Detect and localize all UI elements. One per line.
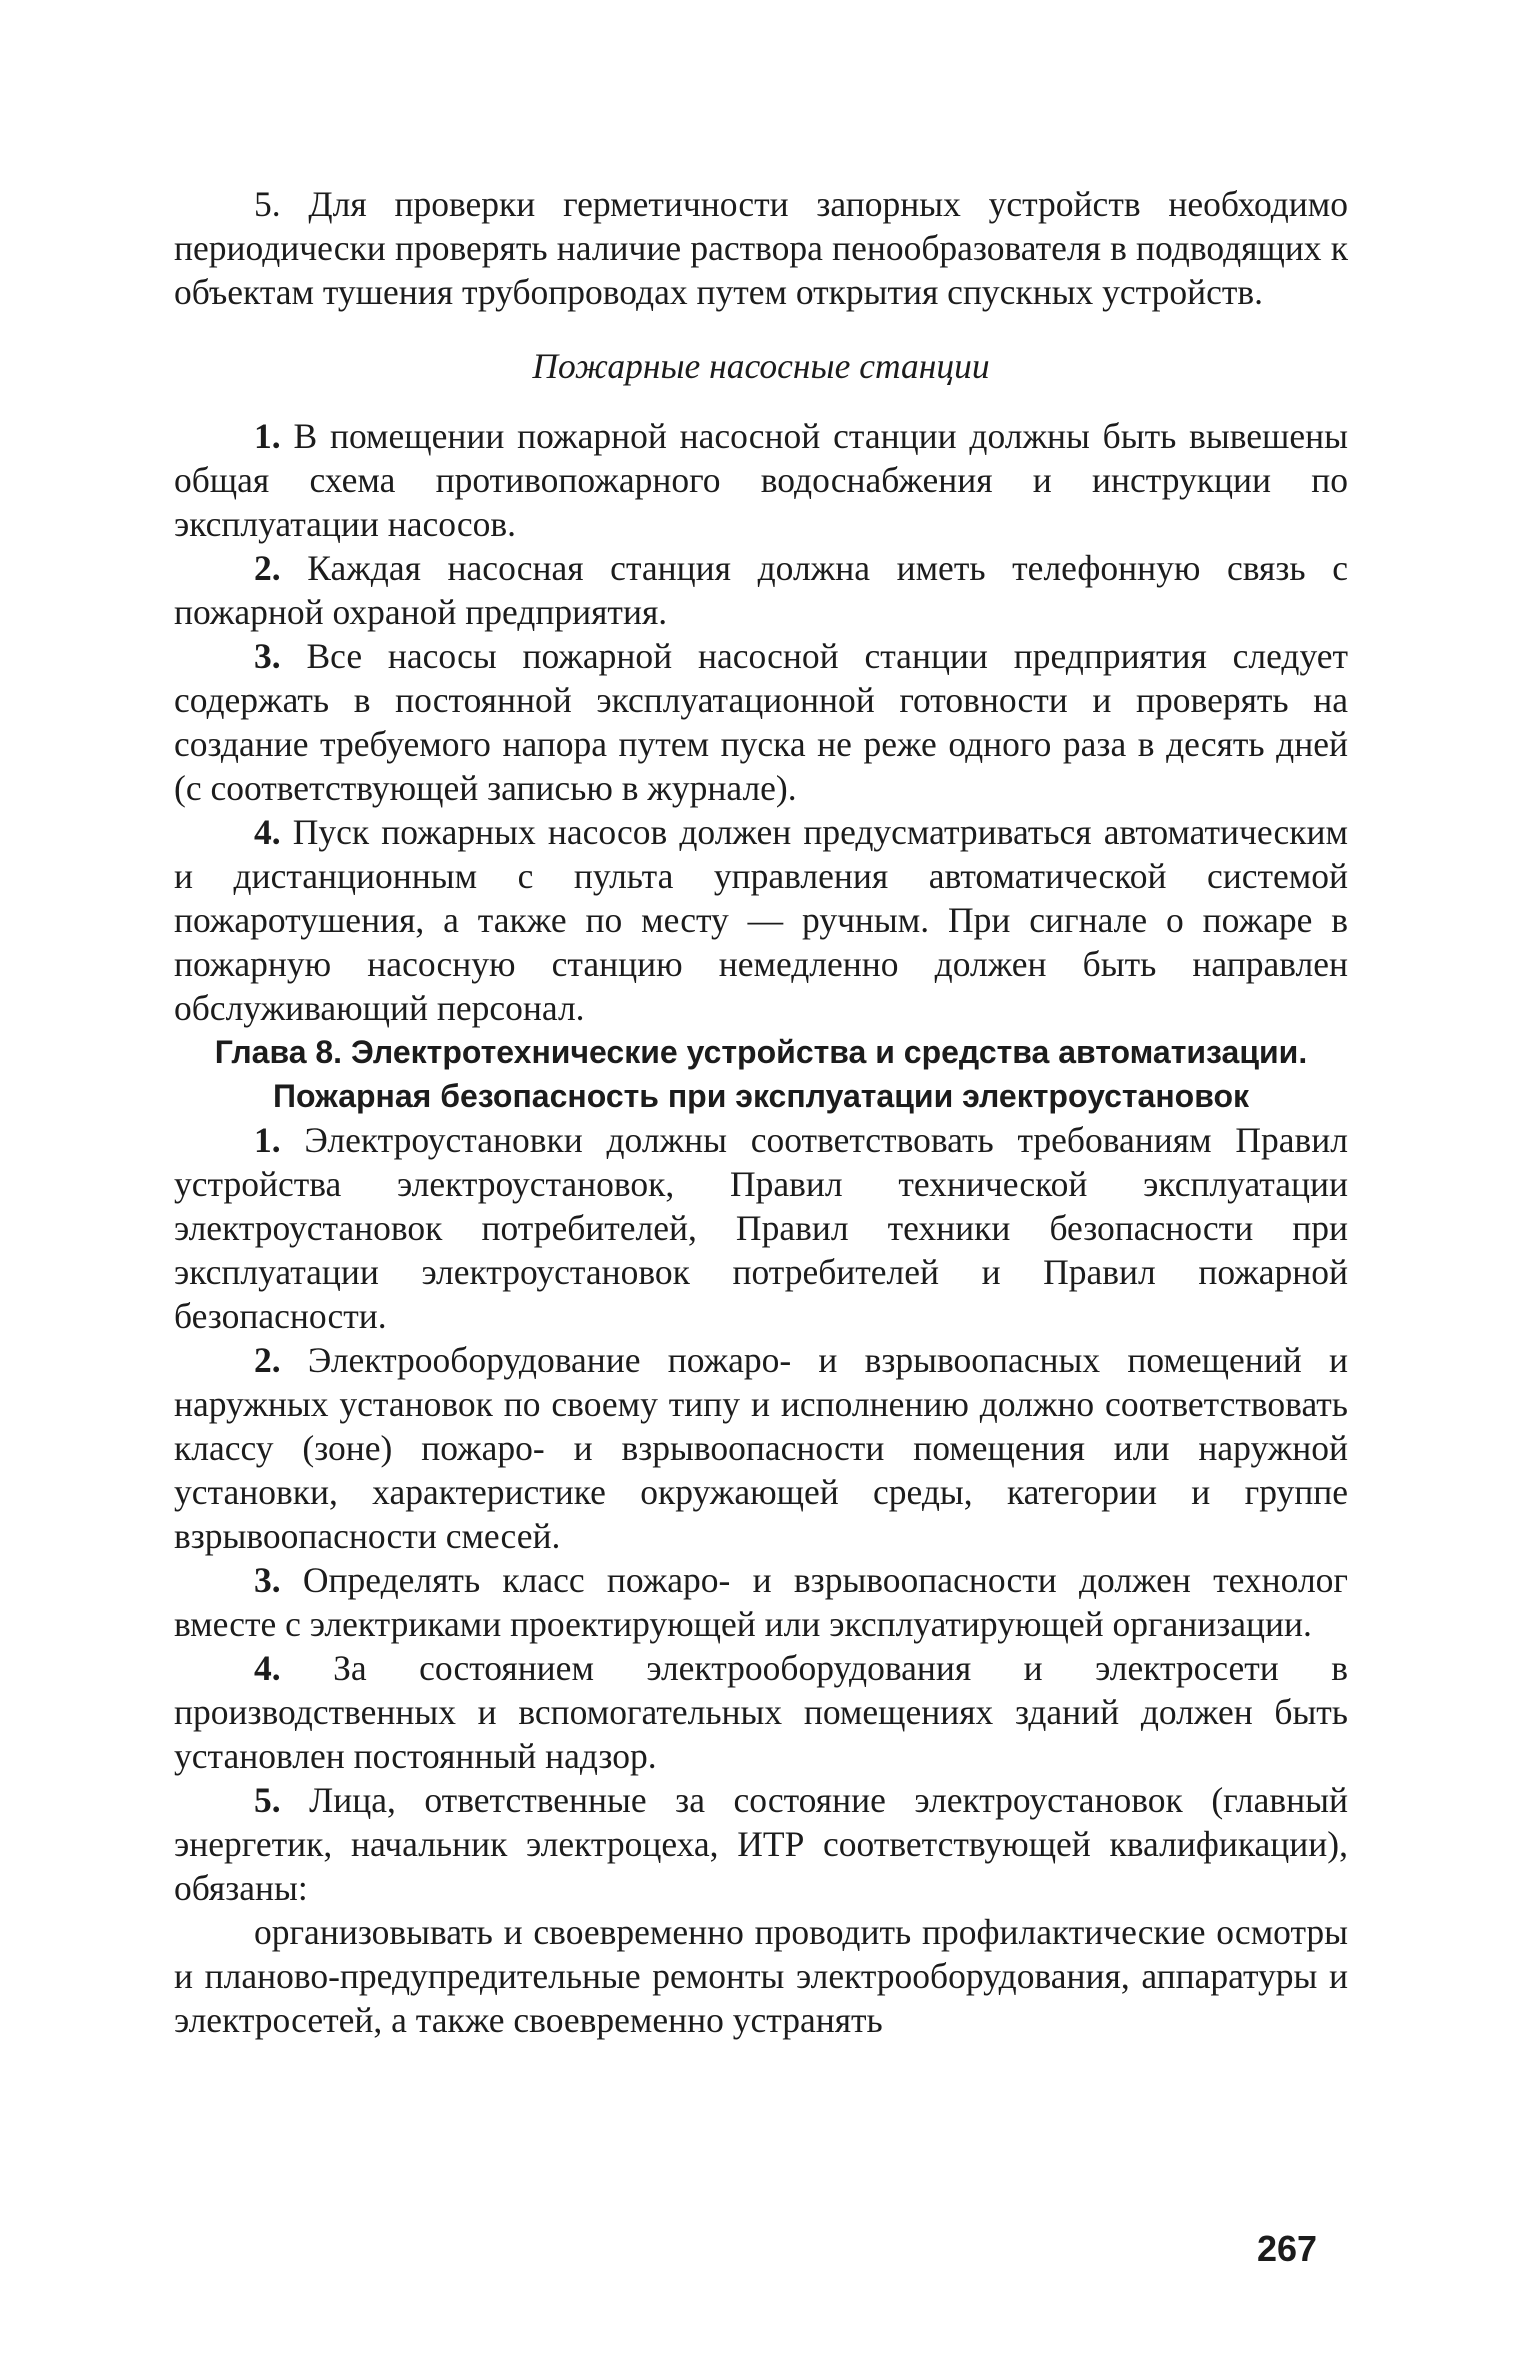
section-item-3 (174, 634, 1348, 810)
chapter-item-2 (174, 1338, 1348, 1558)
item-number: 4. (254, 812, 281, 852)
chapter-heading: Глава 8. Электротехнические устройства и средства автоматизации. (214, 1034, 1308, 1070)
item-text: Лица, ответственные за состояние электроустановок (главный энергетик, начальник электроцеха, ИТР соответствующей квалификации), обязаны: (174, 1780, 1348, 1908)
paragraph-item-5-top: 5. Для проверки герметичности запорных устройств необходимо периодически проверять наличие раствора пенообразователя в подводящих к объектам тушения трубопроводах путем открытия спускных устройств. (174, 184, 1348, 312)
item-text: Пуск пожарных насосов должен предусматриваться автоматическим и дистанционным с пульта управления автоматической системой пожаротушения, а также по месту — ручным. При сигнале о пожаре в пожарную насосную станцию немедленно должен быть направлен обслуживающий персонал. (174, 812, 1348, 1028)
chapter-subheading: Пожарная безопасность при эксплуатации электроустановок (272, 1078, 1250, 1114)
item-number: 1. (254, 416, 281, 456)
item-number: 2. (254, 1340, 281, 1380)
page-body (174, 182, 1348, 2042)
item-text: Электроустановки должны соответствовать требованиям Правил устройства электроустановок, Правил технической эксплуатации электроустановок потребителей, Правил техники безопасности при эксплуатации электроустановок потребителей и Правил пожарной безопасности. (174, 1120, 1348, 1336)
chapter-item-3 (174, 1558, 1348, 1646)
item-text: Определять класс пожаро- и взрывоопасности должен технолог вместе с электриками проектирующей или эксплуатирующей организации. (174, 1560, 1348, 1644)
section-item-4 (174, 810, 1348, 1030)
item-number: 2. (254, 548, 281, 588)
chapter-item-1 (174, 1118, 1348, 1338)
section-title: Пожарные насосные станции (532, 346, 990, 386)
item-number: 1. (254, 1120, 281, 1160)
section-item-1 (174, 414, 1348, 546)
item-text: Электрооборудование пожаро- и взрывоопасных помещений и наружных установок по своему типу и исполнению должно соответствовать классу (зоне) пожаро- и взрывоопасности помещения или наружной установки, характеристике окружающей среды, категории и группе взрывоопасности смесей. (174, 1340, 1348, 1556)
item-text: Все насосы пожарной насосной станции предприятия следует содержать в постоянной эксплуатационной готовности и проверять на создание требуемого напора путем пуска не реже одного раза в десять дней (с соответствующей записью в журнале). (174, 636, 1348, 808)
item-number: 3. (254, 636, 281, 676)
chapter-item-5 (174, 1778, 1348, 1910)
chapter-continuation-paragraph: организовывать и своевременно проводить профилактические осмотры и планово-предупредительные ремонты электрооборудования, аппаратуры и электросетей, а также своевременно устранять (174, 1912, 1348, 2040)
item-text: В помещении пожарной насосной станции должны быть вывешены общая схема противопожарного водоснабжения и инструкции по эксплуатации насосов. (174, 416, 1348, 544)
item-text: Каждая насосная станция должна иметь телефонную связь с пожарной охраной предприятия. (174, 548, 1348, 632)
section-item-2 (174, 546, 1348, 634)
item-number: 4. (254, 1648, 281, 1688)
item-number: 5. (254, 1780, 281, 1820)
item-number: 3. (254, 1560, 281, 1600)
item-text: За состоянием электрооборудования и электросети в производственных и вспомогательных помещениях зданий должен быть установлен постоянный надзор. (174, 1648, 1348, 1776)
chapter-item-4 (174, 1646, 1348, 1778)
page-number: 267 (1257, 2228, 1318, 2269)
